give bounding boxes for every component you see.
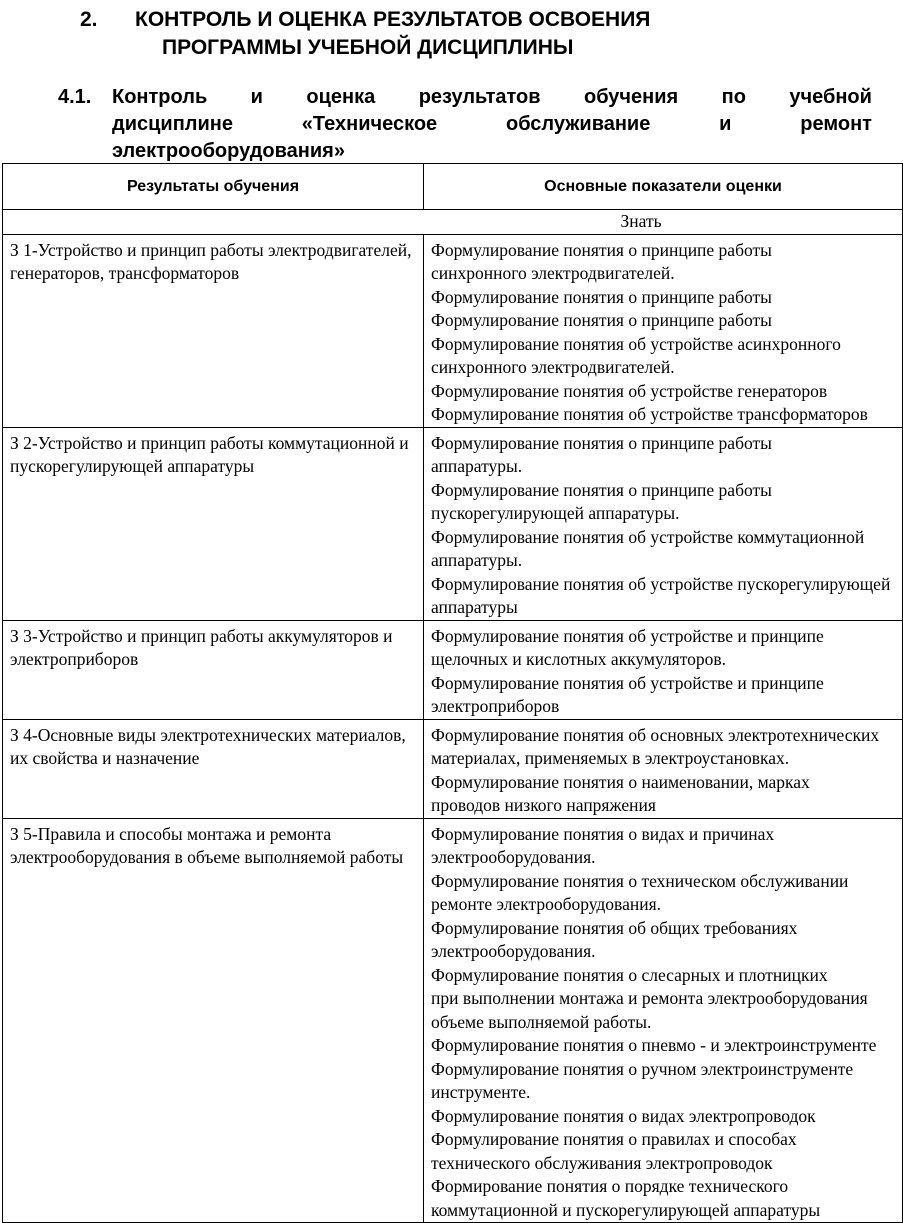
indicator-line: Формулирование понятия об устройстве и принципе (431, 672, 824, 693)
title-word: оценка (306, 86, 376, 108)
title-word: «Техническое (301, 113, 438, 135)
indicator-line: Формулирование понятия об общих требованиях (431, 917, 798, 938)
indicator-line: Формулирование понятия о принципе работы (431, 286, 772, 307)
indicator-line: Формулирование понятия о принципе работы (431, 479, 772, 500)
indicator-line: Формулирование понятия о правилах и способах (431, 1129, 797, 1149)
section-cell-right (424, 210, 903, 235)
indicator-line: Формулирование понятия о слесарных и плотницких (431, 964, 828, 985)
indicators-cell (424, 234, 903, 427)
indicator-line: щелочных и кислотных аккумуляторов. (431, 649, 727, 669)
indicator-line: объеме выполняемой работы. (431, 1011, 652, 1032)
indicator-line: электроприборов (431, 696, 560, 716)
table-row (3, 719, 903, 818)
section-cell-left (3, 210, 424, 235)
result-cell: З 1-Устройство и принцип работы электродвигателей, генераторов, трансформаторов (3, 234, 424, 427)
indicator-line: инструменте. (431, 1082, 531, 1102)
indicator-line: Формулирование понятия о видах и причинах (431, 823, 775, 844)
subsection-title-line1 (112, 84, 872, 111)
indicator-line: Формулирование понятия об устройстве и принципе (431, 625, 824, 646)
indicator-line: Формирование понятия о порядке технического (431, 1176, 789, 1196)
title-word: по (721, 86, 746, 108)
indicators-cell (424, 719, 903, 818)
indicator-line: аппаратуры. (431, 550, 523, 570)
table-row (3, 818, 903, 1223)
indicator-line: синхронного электродвигателей. (431, 263, 675, 283)
indicator-line: Формулирование понятия об устройстве генераторов (431, 380, 828, 401)
indicator-line: Формулирование понятия о принципе работы (431, 310, 772, 330)
indicator-line: при выполнении монтажа и ремонта электрооборудования (431, 988, 868, 1008)
indicator-line: Формулирование понятия об устройстве асинхронного (431, 333, 841, 354)
indicator-line: технического обслуживания электропроводок (431, 1152, 773, 1173)
indicator-line: Формулирование понятия об основных электротехнических (431, 724, 880, 745)
indicator-line: Формулирование понятия о видах электропроводок (431, 1105, 816, 1126)
subsection-title-line3: электрооборудования» (112, 140, 345, 162)
indicator-line: Формулирование понятия об устройстве трансформаторов (431, 404, 868, 424)
header-results: Результаты обучения (3, 164, 424, 210)
title-word: обучения (584, 86, 679, 108)
indicators-cell (424, 818, 903, 1223)
subsection-title-line2 (112, 111, 872, 138)
result-cell: З 2-Устройство и принцип работы коммутационной и пускорегулирующей аппаратуры (3, 427, 424, 620)
indicators-cell (424, 427, 903, 620)
indicator-line: Формулирование понятия о наименовании, марках (431, 771, 810, 792)
section-row (3, 210, 903, 235)
table-header-row (3, 164, 903, 210)
indicator-line: Формулирование понятия о принципе работы (431, 432, 772, 453)
indicator-line: Формулирование понятия о ручном электроинструменте (431, 1058, 854, 1079)
title-word: ремонт (800, 113, 872, 135)
section-number: 2. (80, 8, 98, 31)
title-word: дисциплине (112, 113, 233, 135)
indicator-line: ремонте электрооборудования. (431, 894, 662, 914)
indicators-cell (424, 620, 903, 719)
section-label: Знать (620, 211, 662, 231)
indicator-line: аппаратуры. (431, 456, 523, 476)
table-row (3, 620, 903, 719)
result-cell: З 3-Устройство и принцип работы аккумуляторов и электроприборов (3, 620, 424, 719)
indicator-line: Формулирование понятия об устройстве коммутационной (431, 526, 865, 547)
title-word: Контроль (112, 86, 208, 108)
subsection-number: 4.1. (58, 86, 92, 108)
title-word: учебной (789, 86, 872, 108)
assessment-table-wrapper (0, 163, 891, 1220)
result-cell: З 4-Основные виды электротехнических материалов, их свойства и назначение (3, 719, 424, 818)
indicator-line: пускорегулирующей аппаратуры. (431, 503, 680, 523)
indicator-line: коммутационной и пускорегулирующей аппаратуры (431, 1199, 821, 1220)
indicator-line: электрооборудования. (431, 941, 596, 961)
title-word: и (250, 86, 263, 108)
section-title-line1: КОНТРОЛЬ И ОЦЕНКА РЕЗУЛЬТАТОВ ОСВОЕНИЯ (135, 8, 651, 31)
result-cell: З 5-Правила и способы монтажа и ремонта электрооборудования в объеме выполняемой работы (3, 818, 424, 1223)
indicator-line: Формулирование понятия о пневмо - и электроинструменте (431, 1035, 877, 1055)
indicator-line: материалах, применяемых в электроустановках. (431, 748, 790, 768)
section-title-line2: ПРОГРАММЫ УЧЕБНОЙ ДИСЦИПЛИНЫ (162, 36, 574, 59)
indicator-line: синхронного электродвигателей. (431, 357, 675, 377)
title-word: результатов (418, 86, 541, 108)
indicator-line: проводов низкого напряжения (431, 795, 656, 815)
indicator-line: Формулирование понятия об устройстве пускорегулирующей (431, 573, 891, 594)
indicator-line: Формулирование понятия о принципе работы (431, 239, 772, 260)
title-word: и (719, 113, 732, 135)
indicator-line: электрооборудования. (431, 847, 596, 867)
table-row (3, 427, 903, 620)
table-row (3, 234, 903, 427)
assessment-table (2, 163, 903, 1223)
title-word: обслуживание (505, 113, 651, 135)
indicator-line: Формулирование понятия о техническом обслуживании (431, 870, 849, 891)
indicator-line: аппаратуры (431, 597, 518, 617)
header-indicators: Основные показатели оценки (424, 164, 903, 210)
